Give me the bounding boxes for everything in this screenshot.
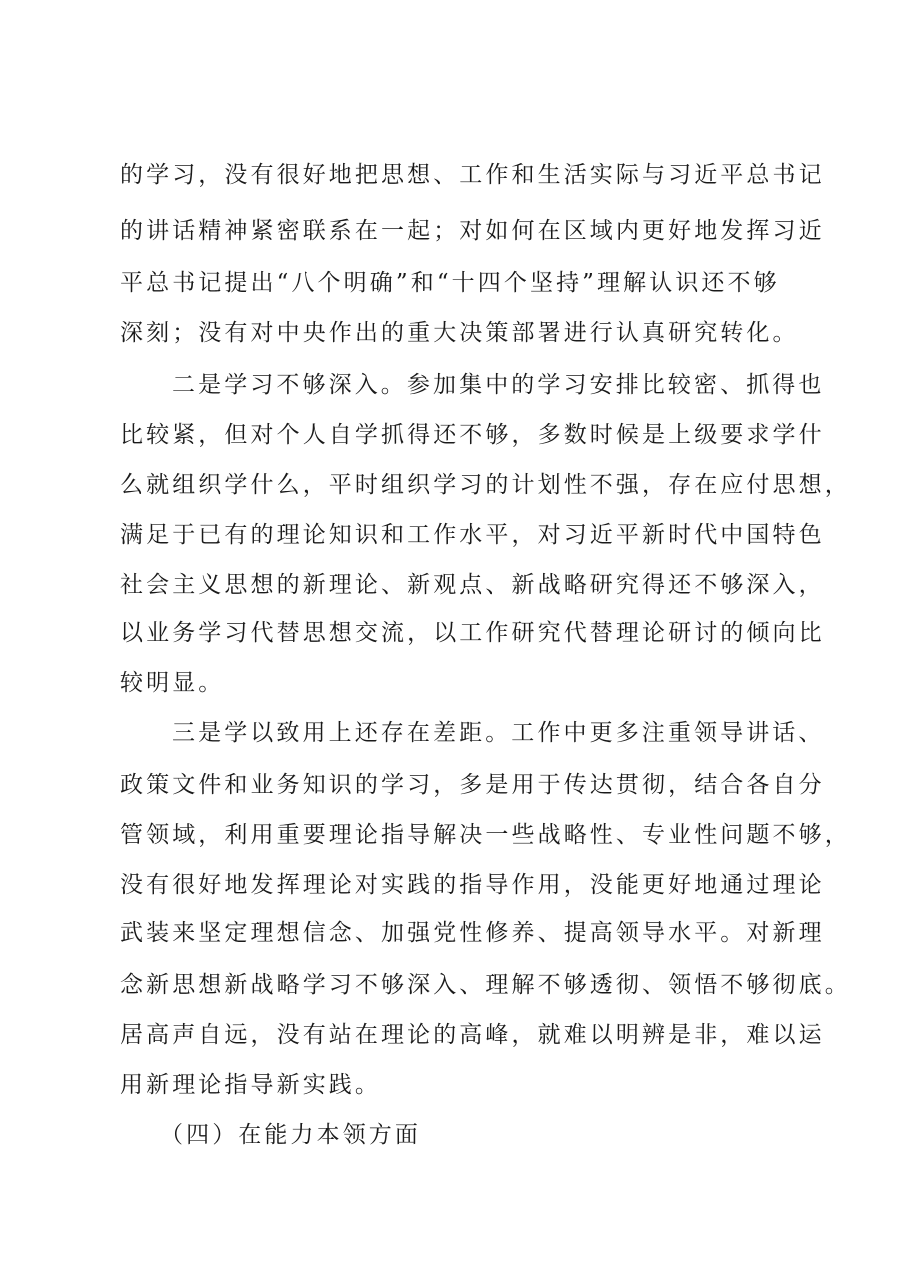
paragraph-line: 较明显。 xyxy=(120,670,225,696)
paragraph-line: 念新思想新战略学习不够深入、理解不够透彻、领悟不够彻底。 xyxy=(120,972,851,998)
paragraph-line: 没有很好地发挥理论对实践的指导作用，没能更好地通过理论 xyxy=(120,872,825,898)
paragraph-line: 政策文件和业务知识的学习，多是用于传达贯彻，结合各自分 xyxy=(120,772,825,798)
paragraph-line: 武装来坚定理想信念、加强党性修养、提高领导水平。对新理 xyxy=(120,920,825,946)
paragraph-line: 社会主义思想的新理论、新观点、新战略研究得还不够深入， xyxy=(120,572,825,598)
paragraph-line: 管领域，利用重要理论指导解决一些战略性、专业性问题不够， xyxy=(120,822,851,848)
section-heading: （四）在能力本领方面 xyxy=(160,1122,421,1148)
paragraph-line: 深刻；没有对中央作出的重大决策部署进行认真研究转化。 xyxy=(120,320,799,346)
paragraph-line: 平总书记提出“八个明确”和“十四个坚持”理解认识还不够 xyxy=(120,270,780,296)
paragraph-line: 的学习，没有很好地把思想、工作和生活实际与习近平总书记 xyxy=(120,162,825,188)
paragraph-line: 么就组织学什么，平时组织学习的计划性不强，存在应付思想， xyxy=(120,472,851,498)
paragraph-line: 二是学习不够深入。参加集中的学习安排比较密、抓得也 xyxy=(172,372,825,398)
paragraph-line: 的讲话精神紧密联系在一起；对如何在区域内更好地发挥习近 xyxy=(120,218,825,244)
paragraph-line: 三是学以致用上还存在差距。工作中更多注重领导讲话、 xyxy=(172,720,825,746)
paragraph-line: 以业务学习代替思想交流，以工作研究代替理论研讨的倾向比 xyxy=(120,620,825,646)
paragraph-line: 满足于已有的理论知识和工作水平，对习近平新时代中国特色 xyxy=(120,522,825,548)
paragraph-line: 比较紧，但对个人自学抓得还不够，多数时候是上级要求学什 xyxy=(120,422,825,448)
paragraph-line: 居高声自远，没有站在理论的高峰，就难以明辨是非，难以运 xyxy=(120,1022,825,1048)
paragraph-line: 用新理论指导新实践。 xyxy=(120,1072,381,1098)
